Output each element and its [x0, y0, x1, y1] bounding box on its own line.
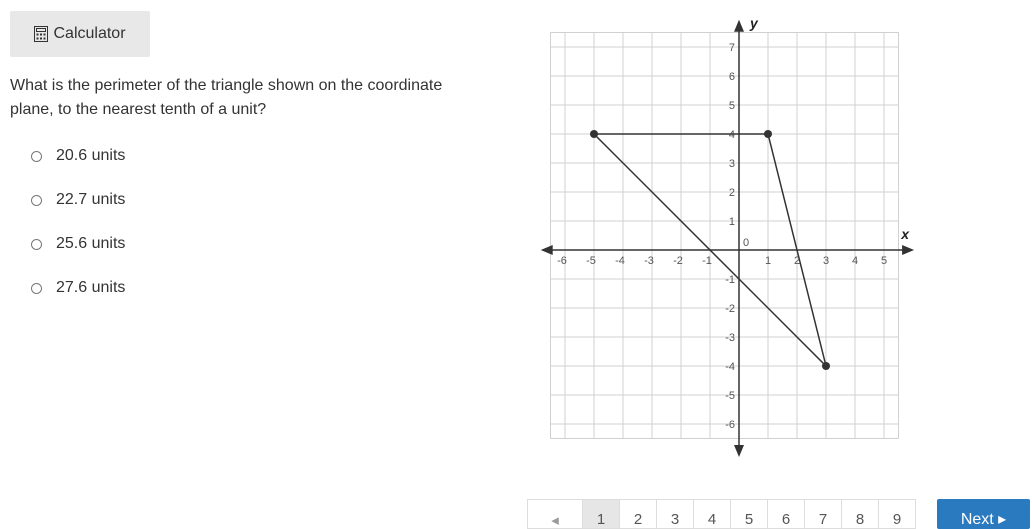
- x-axis-right-arrow: [902, 245, 914, 255]
- choice-label: 27.6 units: [56, 279, 126, 296]
- x-tick-label: 4: [851, 255, 859, 267]
- y-tick-label: 3: [728, 158, 735, 170]
- x-tick-label: -6: [557, 255, 567, 267]
- x-tick-label: 1: [764, 255, 772, 267]
- page-button-5[interactable]: 5: [730, 499, 768, 529]
- y-tick-label: 5: [728, 100, 735, 112]
- choice-1[interactable]: [31, 144, 125, 168]
- radio-button[interactable]: [31, 151, 42, 162]
- next-button[interactable]: Next ▸: [937, 499, 1030, 529]
- y-tick-label: -3: [725, 332, 735, 344]
- choice-label: 22.7 units: [56, 191, 126, 208]
- page-button-9[interactable]: 9: [878, 499, 916, 529]
- y-axis-label: y: [750, 18, 758, 31]
- choice-4[interactable]: [31, 276, 125, 300]
- triangle-vertex: [764, 130, 772, 138]
- y-tick-label: 4: [728, 129, 735, 141]
- y-tick-label: 7: [728, 42, 735, 54]
- y-tick-label: 6: [728, 71, 735, 83]
- x-tick-label: 5: [880, 255, 888, 267]
- page-button-8[interactable]: 8: [841, 499, 879, 529]
- y-axis-up-arrow: [734, 20, 744, 32]
- question-text: What is the perimeter of the triangle shown on the coordinate plane, to the nearest tenth of a unit?: [10, 77, 443, 118]
- page-button-3[interactable]: 3: [656, 499, 694, 529]
- choice-label: 25.6 units: [56, 235, 126, 252]
- x-tick-label: -1: [702, 255, 712, 267]
- prev-page-button[interactable]: ◂: [527, 499, 583, 529]
- x-tick-label: -5: [586, 255, 596, 267]
- x-tick-label: 2: [793, 255, 801, 267]
- y-tick-label: -1: [725, 274, 735, 286]
- triangle-vertex: [590, 130, 598, 138]
- page-button-6[interactable]: 6: [767, 499, 805, 529]
- page-button-4[interactable]: 4: [693, 499, 731, 529]
- y-tick-label: -5: [725, 390, 735, 402]
- y-tick-label: 2: [728, 187, 735, 199]
- origin-label: 0: [743, 237, 750, 249]
- coordinate-plane: [540, 18, 920, 458]
- triangle-vertex: [822, 362, 830, 370]
- answer-choices: [31, 144, 125, 320]
- choice-2[interactable]: [31, 188, 125, 212]
- y-axis-down-arrow: [734, 445, 744, 457]
- x-tick-label: -4: [615, 255, 625, 267]
- x-tick-label: -2: [673, 255, 683, 267]
- calculator-label: Calculator: [53, 25, 126, 42]
- x-axis-label: x: [901, 226, 909, 242]
- y-tick-label: -6: [725, 419, 735, 431]
- calculator-button[interactable]: [10, 11, 150, 57]
- pagination: [528, 499, 916, 529]
- radio-button[interactable]: [31, 195, 42, 206]
- page-button-2[interactable]: 2: [619, 499, 657, 529]
- choice-label: 20.6 units: [56, 147, 126, 164]
- radio-button[interactable]: [31, 239, 42, 250]
- y-tick-label: 1: [728, 216, 735, 228]
- page-button-7[interactable]: 7: [804, 499, 842, 529]
- choice-3[interactable]: [31, 232, 125, 256]
- x-tick-label: 3: [822, 255, 830, 267]
- x-axis-left-arrow: [541, 245, 553, 255]
- radio-button[interactable]: [31, 283, 42, 294]
- y-tick-label: -4: [725, 361, 735, 373]
- page-button-1[interactable]: 1: [582, 499, 620, 529]
- x-tick-label: -3: [644, 255, 654, 267]
- calculator-icon: [34, 26, 48, 42]
- y-tick-label: -2: [725, 303, 735, 315]
